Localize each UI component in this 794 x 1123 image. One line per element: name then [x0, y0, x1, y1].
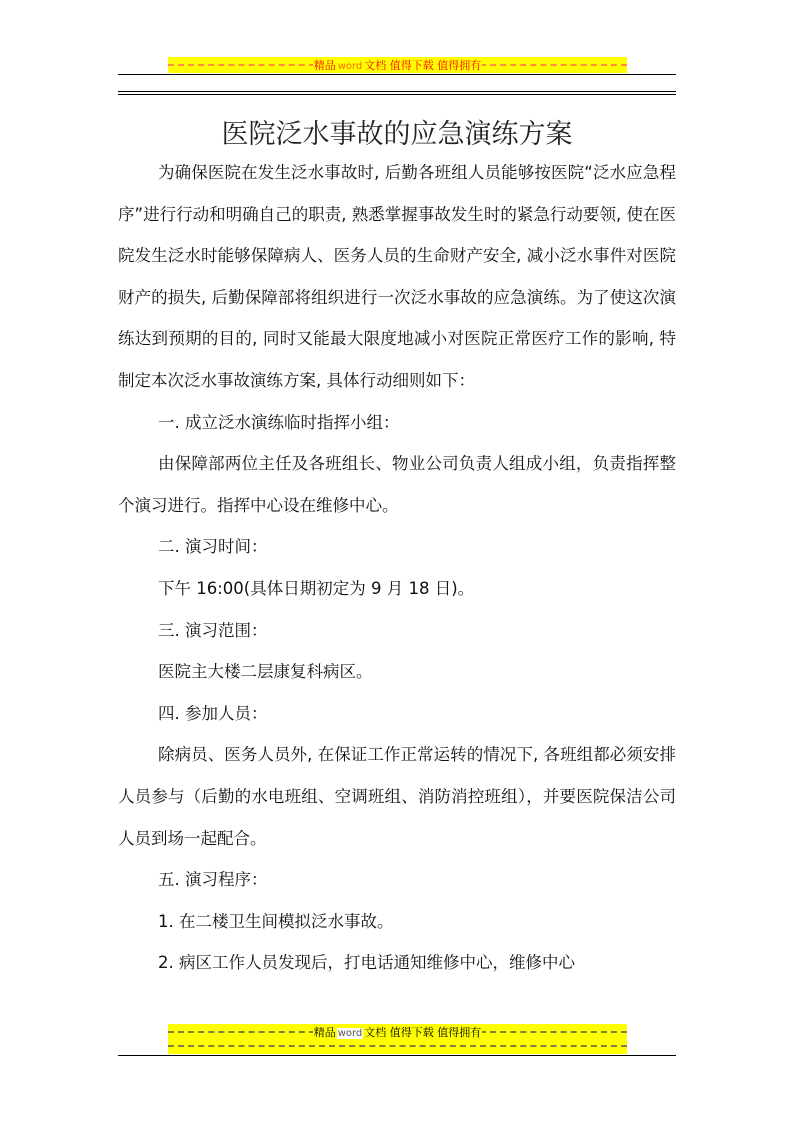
- footer-suffix: 文档 值得下载 值得拥有: [364, 1026, 482, 1039]
- procedure-step-2: 2. 病区工作人员发现后，打电话通知维修中心，维修中心: [158, 953, 575, 973]
- footer-rule: [118, 1055, 676, 1056]
- paragraph-drill-time: 下午 16:00(具体日期初定为 9 月 18 日)。: [158, 578, 475, 598]
- paragraph-participants: 除病员、医务人员外, 在保证工作正常运转的情况下, 各班组都必须安排人员参与（后勤的水电班组、空调班组、消防消控班组），并要医院保洁公司人员到场一起配合。: [118, 745, 676, 848]
- header-suffix: 文档 值得下载 值得拥有: [364, 59, 482, 72]
- paragraph-intro: 为确保医院在发生泛水事故时, 后勤各班组人员能够按医院“泛水应急程序”进行行动和明确自己的职责, 熟悉掌握事故发生时的紧急行动要领, 使在医院发生泛水时能够保障病人、医务人员的生命财产安全, 减小泛水事件对医院财产的损失, 后勤保障部将组织进行一次泛水事故的应急演练。为了使这次演练达到预期的目的, 同时又能最大限度地减小对医院正常医疗工作的影响, 特制定本次泛水事故演练方案, 具体行动细则如下：: [118, 163, 676, 390]
- section-heading-3: 三. 演习范围：: [158, 620, 268, 640]
- section-heading-1: 一. 成立泛水演练临时指挥小组：: [158, 412, 400, 432]
- header-prefix: 精品: [313, 59, 336, 72]
- section-heading-5: 五. 演习程序：: [158, 870, 268, 890]
- section-heading-2: 二. 演习时间：: [158, 537, 268, 557]
- header-banner-text: [168, 57, 627, 73]
- paragraph-drill-scope: 医院主大楼二层康复科病区。: [158, 662, 373, 682]
- section-heading-4: 四. 参加人员：: [158, 703, 268, 723]
- header-double-rule-bottom: [118, 94, 676, 95]
- header-word: word: [337, 61, 363, 72]
- header-rule: [118, 74, 676, 75]
- document-body: [118, 152, 676, 984]
- footer-dash-line-bottom: [168, 1045, 627, 1047]
- footer-prefix: 精品: [313, 1026, 336, 1039]
- procedure-step-1: 1. 在二楼卫生间模拟泛水事故。: [158, 911, 394, 931]
- paragraph-command-group: 由保障部两位主任及各班组长、物业公司负责人组成小组，负责指挥整个演习进行。指挥中心设在维修中心。: [118, 454, 676, 515]
- footer-banner-text: [168, 1024, 627, 1040]
- document-title: 医院泛水事故的应急演练方案: [221, 119, 573, 150]
- footer-banner: [168, 1024, 627, 1054]
- footer-word: word: [337, 1028, 363, 1039]
- header-banner: [168, 57, 627, 73]
- header-double-rule-top: [118, 91, 676, 92]
